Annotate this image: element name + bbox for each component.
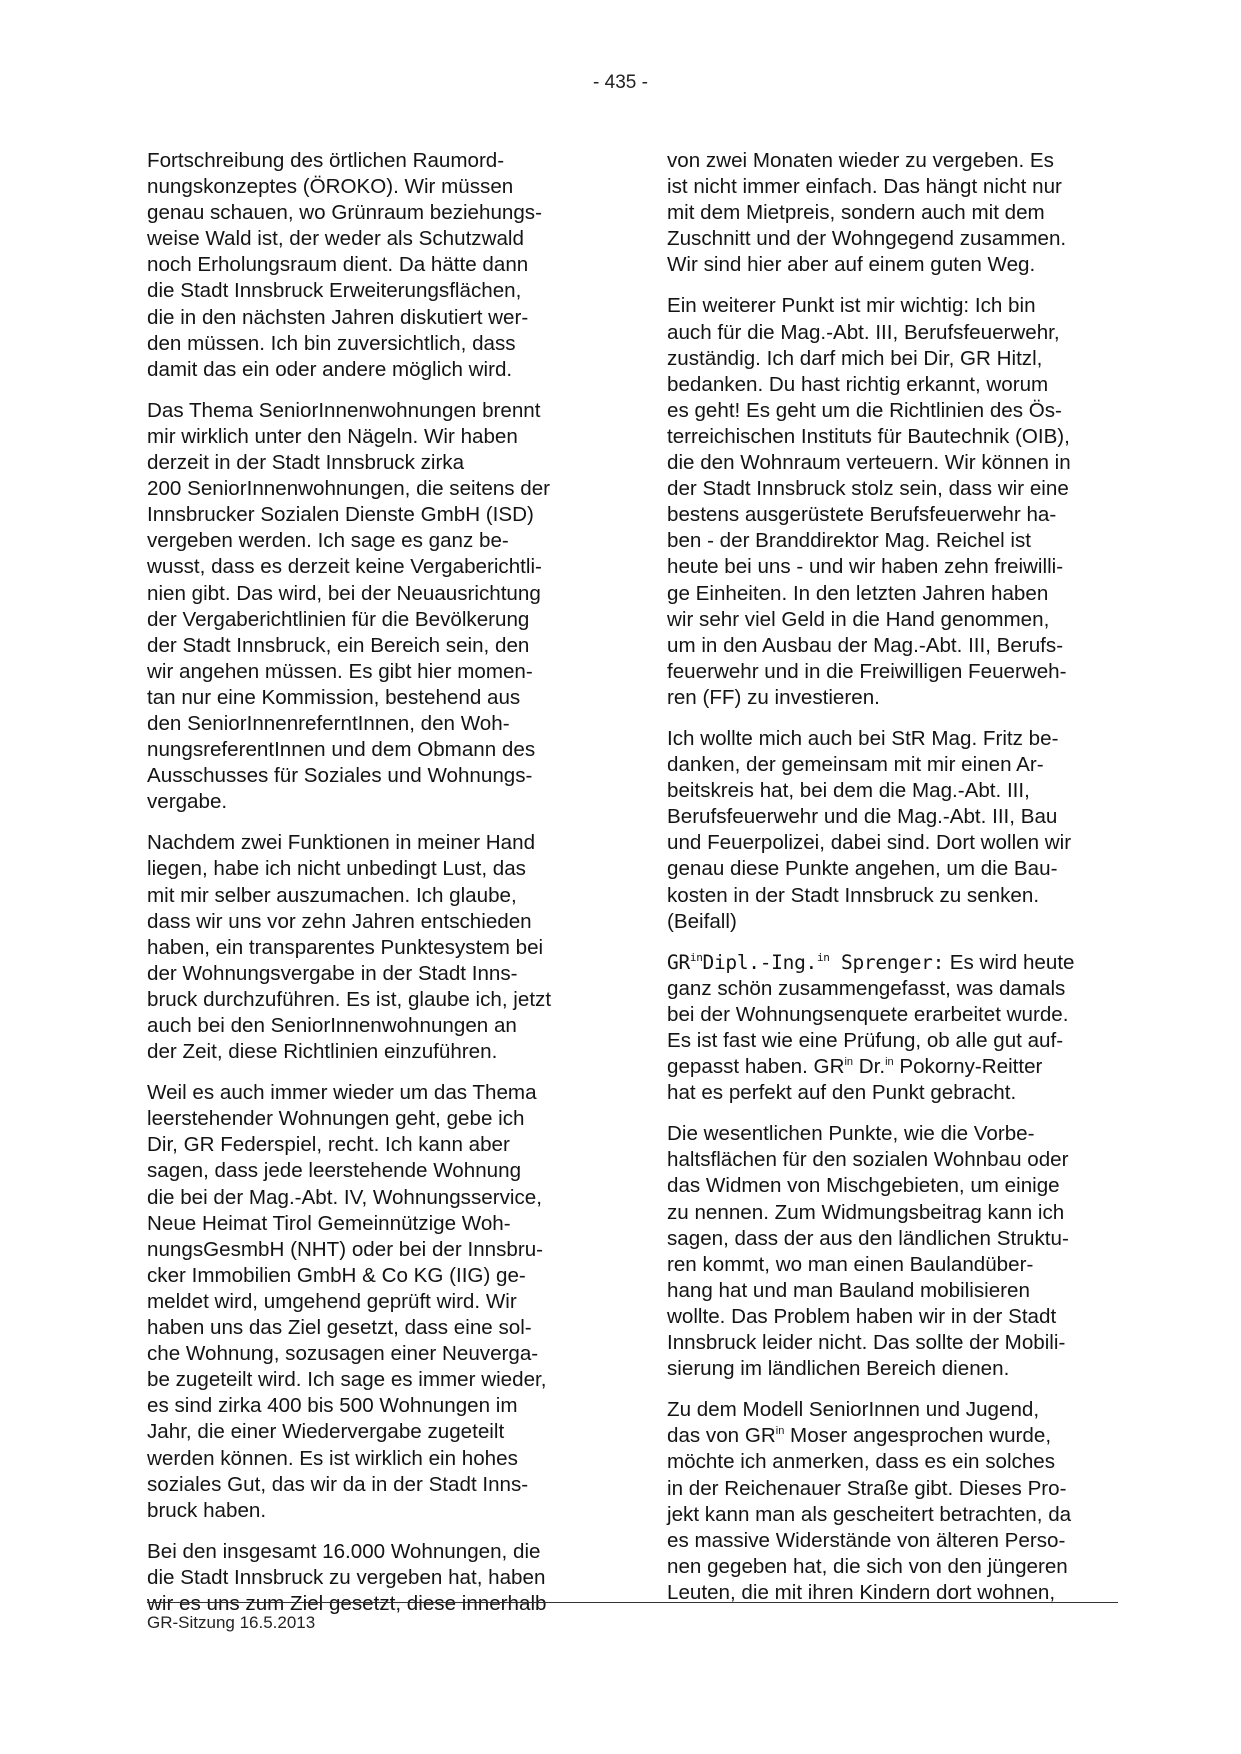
text-line: leerstehender Wohnungen geht, gebe ich	[147, 1107, 525, 1131]
text-line: ist nicht immer einfach. Das hängt nicht nur	[667, 175, 1062, 199]
text-line: sierung im ländlichen Bereich dienen.	[667, 1357, 1010, 1381]
text-line: genau diese Punkte angehen, um die Bau-	[667, 857, 1058, 881]
text-line: zu nennen. Zum Widmungsbeitrag kann ich	[667, 1200, 1065, 1224]
text-line: hang hat und man Bauland mobilisieren	[667, 1278, 1030, 1302]
text-line: meldet wird, umgehend geprüft wird. Wir	[147, 1289, 517, 1313]
text-line: damit das ein oder andere möglich wird.	[147, 357, 513, 381]
text-line: derzeit in der Stadt Innsbruck zirka	[147, 451, 465, 475]
text-line: terreichischen Instituts für Bautechnik (OIB),	[667, 424, 1070, 448]
text-line: bedanken. Du hast richtig erkannt, worum	[667, 372, 1049, 396]
paragraph	[667, 1397, 1112, 1606]
text-line: Das Thema SeniorInnenwohnungen brennt	[147, 398, 541, 422]
text-line: tan nur eine Kommission, bestehend aus	[147, 685, 521, 709]
text-line: bestens ausgerüstete Berufsfeuerwehr ha-	[667, 503, 1057, 527]
text-line: auch bei den SeniorInnenwohnungen an	[147, 1014, 517, 1037]
text-line: sagen, dass der aus den ländlichen Struktu-	[667, 1226, 1069, 1250]
text-line: bruck haben.	[147, 1498, 267, 1522]
footer-session-label: GR-Sitzung 16.5.2013	[147, 1613, 316, 1632]
text-line: bei der Wohnungsenquete erarbeitet wurde.	[667, 1002, 1069, 1026]
text-line: vergabe.	[147, 790, 228, 814]
text-line: die den Wohnraum verteuern. Wir können in	[667, 451, 1071, 475]
text-line: Die wesentlichen Punkte, wie die Vorbe-	[667, 1122, 1035, 1146]
speaker-title-suffix: in	[816, 950, 830, 964]
text-line: der Wohnungsvergabe in der Stadt Inns-	[147, 961, 518, 985]
superscript: in	[844, 1056, 854, 1069]
text-line: den müssen. Ich bin zuversichtlich, dass	[147, 331, 516, 355]
text-line: Zu dem Modell SeniorInnen und Jugend,	[667, 1398, 1040, 1422]
text-line: noch Erholungsraum dient. Da hätte dann	[147, 253, 529, 277]
text-line: (Beifall)	[667, 909, 737, 933]
text-line: genau schauen, wo Grünraum beziehungs-	[147, 201, 542, 225]
text-line: dass wir uns vor zehn Jahren entschieden	[147, 909, 532, 933]
superscript: in	[775, 1425, 785, 1438]
text-line: jekt kann man als gescheitert betrachten, da	[667, 1502, 1072, 1526]
text-line: danken, der gemeinsam mit mir einen Ar-	[667, 753, 1044, 777]
text-line: auch für die Mag.-Abt. III, Berufsfeuerwehr,	[667, 320, 1060, 344]
speaker-surname: Sprenger:	[829, 950, 945, 974]
text-line: nen gegeben hat, die sich von den jüngeren	[667, 1554, 1068, 1578]
paragraph	[147, 1080, 592, 1524]
text-line: haben, ein transparentes Punktesystem bei	[147, 935, 544, 959]
speaker-paragraph	[667, 950, 1112, 1107]
text-line: nien gibt. Das wird, bei der Neuausrichtung	[147, 581, 541, 605]
text-line: 200 SeniorInnenwohnungen, die seitens der	[147, 477, 551, 501]
text-line: es geht! Es geht um die Richtlinien des Ös-	[667, 398, 1062, 422]
text-line: der Stadt Innsbruck, ein Bereich sein, den	[147, 633, 530, 657]
paragraph	[667, 1121, 1112, 1382]
superscript: in	[885, 1056, 894, 1069]
left-column	[147, 148, 592, 1617]
speaker-title: Dipl.-Ing.	[702, 950, 817, 974]
text-line: die in den nächsten Jahren diskutiert wer-	[147, 305, 529, 329]
text-line: Fortschreibung des örtlichen Raumord-	[147, 149, 505, 172]
text-segment: Moser angesprochen wurde,	[784, 1424, 1052, 1448]
text-line: vergeben werden. Ich sage es ganz be-	[147, 529, 509, 553]
text-line: ren (FF) zu investieren.	[667, 685, 880, 709]
text-line: von zwei Monaten wieder zu vergeben. Es	[667, 149, 1054, 172]
text-line: beitskreis hat, bei dem die Mag.-Abt. III,	[667, 779, 1030, 803]
text-line: che Wohnung, sozusagen einer Neuverga-	[147, 1342, 539, 1366]
text-line: zuständig. Ich darf mich bei Dir, GR Hitzl,	[667, 346, 1043, 370]
text-line: es sind zirka 400 bis 500 Wohnungen im	[147, 1394, 518, 1418]
text-line: der Stadt Innsbruck stolz sein, dass wir eine	[667, 477, 1069, 501]
text-segment: Dr.	[853, 1055, 886, 1079]
text-line: die Stadt Innsbruck Erweiterungsflächen,	[147, 279, 522, 303]
paragraph	[667, 148, 1112, 278]
text-line: Wir sind hier aber auf einem guten Weg.	[667, 253, 1036, 277]
text-line: ge Einheiten. In den letzten Jahren haben	[667, 581, 1049, 605]
text-line: die Stadt Innsbruck zu vergeben hat, haben	[147, 1565, 546, 1589]
text-line: das Widmen von Mischgebieten, um einige	[667, 1174, 1060, 1198]
text-line: haltsflächen für den sozialen Wohnbau oder	[667, 1148, 1069, 1172]
text-line: be zugeteilt wird. Ich sage es immer wieder,	[147, 1368, 547, 1392]
text-line: weise Wald ist, der weder als Schutzwald	[147, 227, 524, 251]
text-line: Innsbrucker Sozialen Dienste GmbH (ISD)	[147, 503, 534, 527]
text-line: Jahr, die einer Wiedervergabe zugeteilt	[147, 1420, 505, 1444]
text-line: Dir, GR Federspiel, recht. Ich kann aber	[147, 1133, 510, 1157]
text-line: nungsGesmbH (NHT) oder bei der Innsbru-	[147, 1237, 544, 1261]
text-line: es massive Widerstände von älteren Perso-	[667, 1528, 1066, 1552]
text-line: bruck durchzuführen. Es ist, glaube ich, jetzt	[147, 987, 552, 1011]
text-line: ren kommt, wo man einen Baulandüber-	[667, 1252, 1034, 1276]
speaker-line	[667, 950, 1112, 976]
text-line: den SeniorInnenreferntInnen, den Woh-	[147, 711, 510, 735]
text-line: und Feuerpolizei, dabei sind. Dort wollen wir	[667, 831, 1072, 855]
text-line: Ein weiterer Punkt ist mir wichtig: Ich bin	[667, 294, 1036, 318]
text-line: Innsbruck leider nicht. Das sollte der Mobili-	[667, 1331, 1066, 1355]
text-line: Nachdem zwei Funktionen in meiner Hand	[147, 831, 536, 855]
paragraph	[667, 726, 1112, 935]
text-line: wollte. Das Problem haben wir in der Stadt	[667, 1304, 1057, 1328]
text-line: Ausschusses für Soziales und Wohnungs-	[147, 764, 533, 788]
text-line: feuerwehr und in die Freiwilligen Feuerweh-	[667, 659, 1067, 683]
text-line: soziales Gut, das wir da in der Stadt Inns-	[147, 1472, 529, 1496]
text-line: Weil es auch immer wieder um das Thema	[147, 1081, 537, 1105]
text-line: ben - der Branddirektor Mag. Reichel ist	[667, 529, 1031, 553]
text-line: kosten in der Stadt Innsbruck zu senken.	[667, 883, 1040, 907]
text-line: Zuschnitt und der Wohngegend zusammen.	[667, 227, 1067, 251]
text-line: cker Immobilien GmbH & Co KG (IIG) ge-	[147, 1263, 526, 1287]
text-line: wusst, dass es derzeit keine Vergaberichtli-	[147, 555, 542, 579]
text-line: in der Reichenauer Straße gibt. Dieses Pro-	[667, 1476, 1067, 1500]
text-line: Es ist fast wie eine Prüfung, ob alle gut auf-	[667, 1029, 1064, 1052]
text-line: wir angehen müssen. Es gibt hier momen-	[147, 659, 533, 683]
text-line: heute bei uns - und wir haben zehn freiwilli-	[667, 555, 1064, 579]
text-line: haben uns das Ziel gesetzt, dass eine sol-	[147, 1316, 532, 1340]
text-segment: gepasst haben. GR	[667, 1055, 845, 1079]
text-line: mir wirklich unter den Nägeln. Wir haben	[147, 424, 518, 448]
text-line: Ich wollte mich auch bei StR Mag. Fritz be-	[667, 726, 1059, 750]
text-line: der Vergaberichtlinien für die Bevölkerung	[147, 607, 530, 631]
speaker-role-suffix: in	[689, 950, 703, 964]
text-line: mit dem Mietpreis, sondern auch mit dem	[667, 201, 1045, 225]
right-column	[667, 148, 1112, 1606]
speaker-name	[667, 951, 944, 974]
text-line: wir es uns zum Ziel gesetzt, diese innerhalb	[147, 1591, 547, 1615]
text-line: Berufsfeuerwehr und die Mag.-Abt. III, Bau	[667, 805, 1058, 829]
text-line: nungskonzeptes (ÖROKO). Wir müssen	[147, 175, 514, 199]
text-line	[667, 1423, 1112, 1449]
speaker-text-start: Es wird heute	[944, 950, 1075, 974]
paragraph	[147, 398, 592, 816]
text-line: sagen, dass jede leerstehende Wohnung	[147, 1159, 522, 1183]
text-line: Bei den insgesamt 16.000 Wohnungen, die	[147, 1539, 541, 1563]
text-segment: das von GR	[667, 1424, 776, 1448]
paragraph	[147, 830, 592, 1065]
page-number: - 435 -	[593, 72, 648, 93]
footer-divider	[147, 1602, 1118, 1603]
text-line	[667, 1054, 1112, 1080]
text-line: mit mir selber auszumachen. Ich glaube,	[147, 883, 517, 907]
text-line: Neue Heimat Tirol Gemeinnützige Woh-	[147, 1211, 511, 1235]
text-line: wir sehr viel Geld in die Hand genommen,	[667, 607, 1050, 631]
paragraph	[147, 1539, 592, 1617]
text-line: um in den Ausbau der Mag.-Abt. III, Berufs-	[667, 633, 1064, 657]
text-line: der Zeit, diese Richtlinien einzuführen.	[147, 1040, 498, 1064]
text-line: ganz schön zusammengefasst, was damals	[667, 976, 1066, 1000]
paragraph	[667, 293, 1112, 711]
text-line: hat es perfekt auf den Punkt gebracht.	[667, 1081, 1017, 1105]
text-line: die bei der Mag.-Abt. IV, Wohnungsservice,	[147, 1185, 542, 1209]
text-line: liegen, habe ich nicht unbedingt Lust, das	[147, 857, 526, 881]
speaker-role: GR	[667, 950, 690, 974]
text-line: Leuten, die mit ihren Kindern dort wohnen,	[667, 1580, 1056, 1604]
text-line: werden können. Es ist wirklich ein hohes	[147, 1446, 518, 1470]
paragraph	[147, 148, 592, 383]
text-line: nungsreferentInnen und dem Obmann des	[147, 738, 536, 762]
text-segment: Pokorny-Reitter	[893, 1055, 1043, 1079]
text-line: möchte ich anmerken, dass es ein solches	[667, 1450, 1056, 1474]
